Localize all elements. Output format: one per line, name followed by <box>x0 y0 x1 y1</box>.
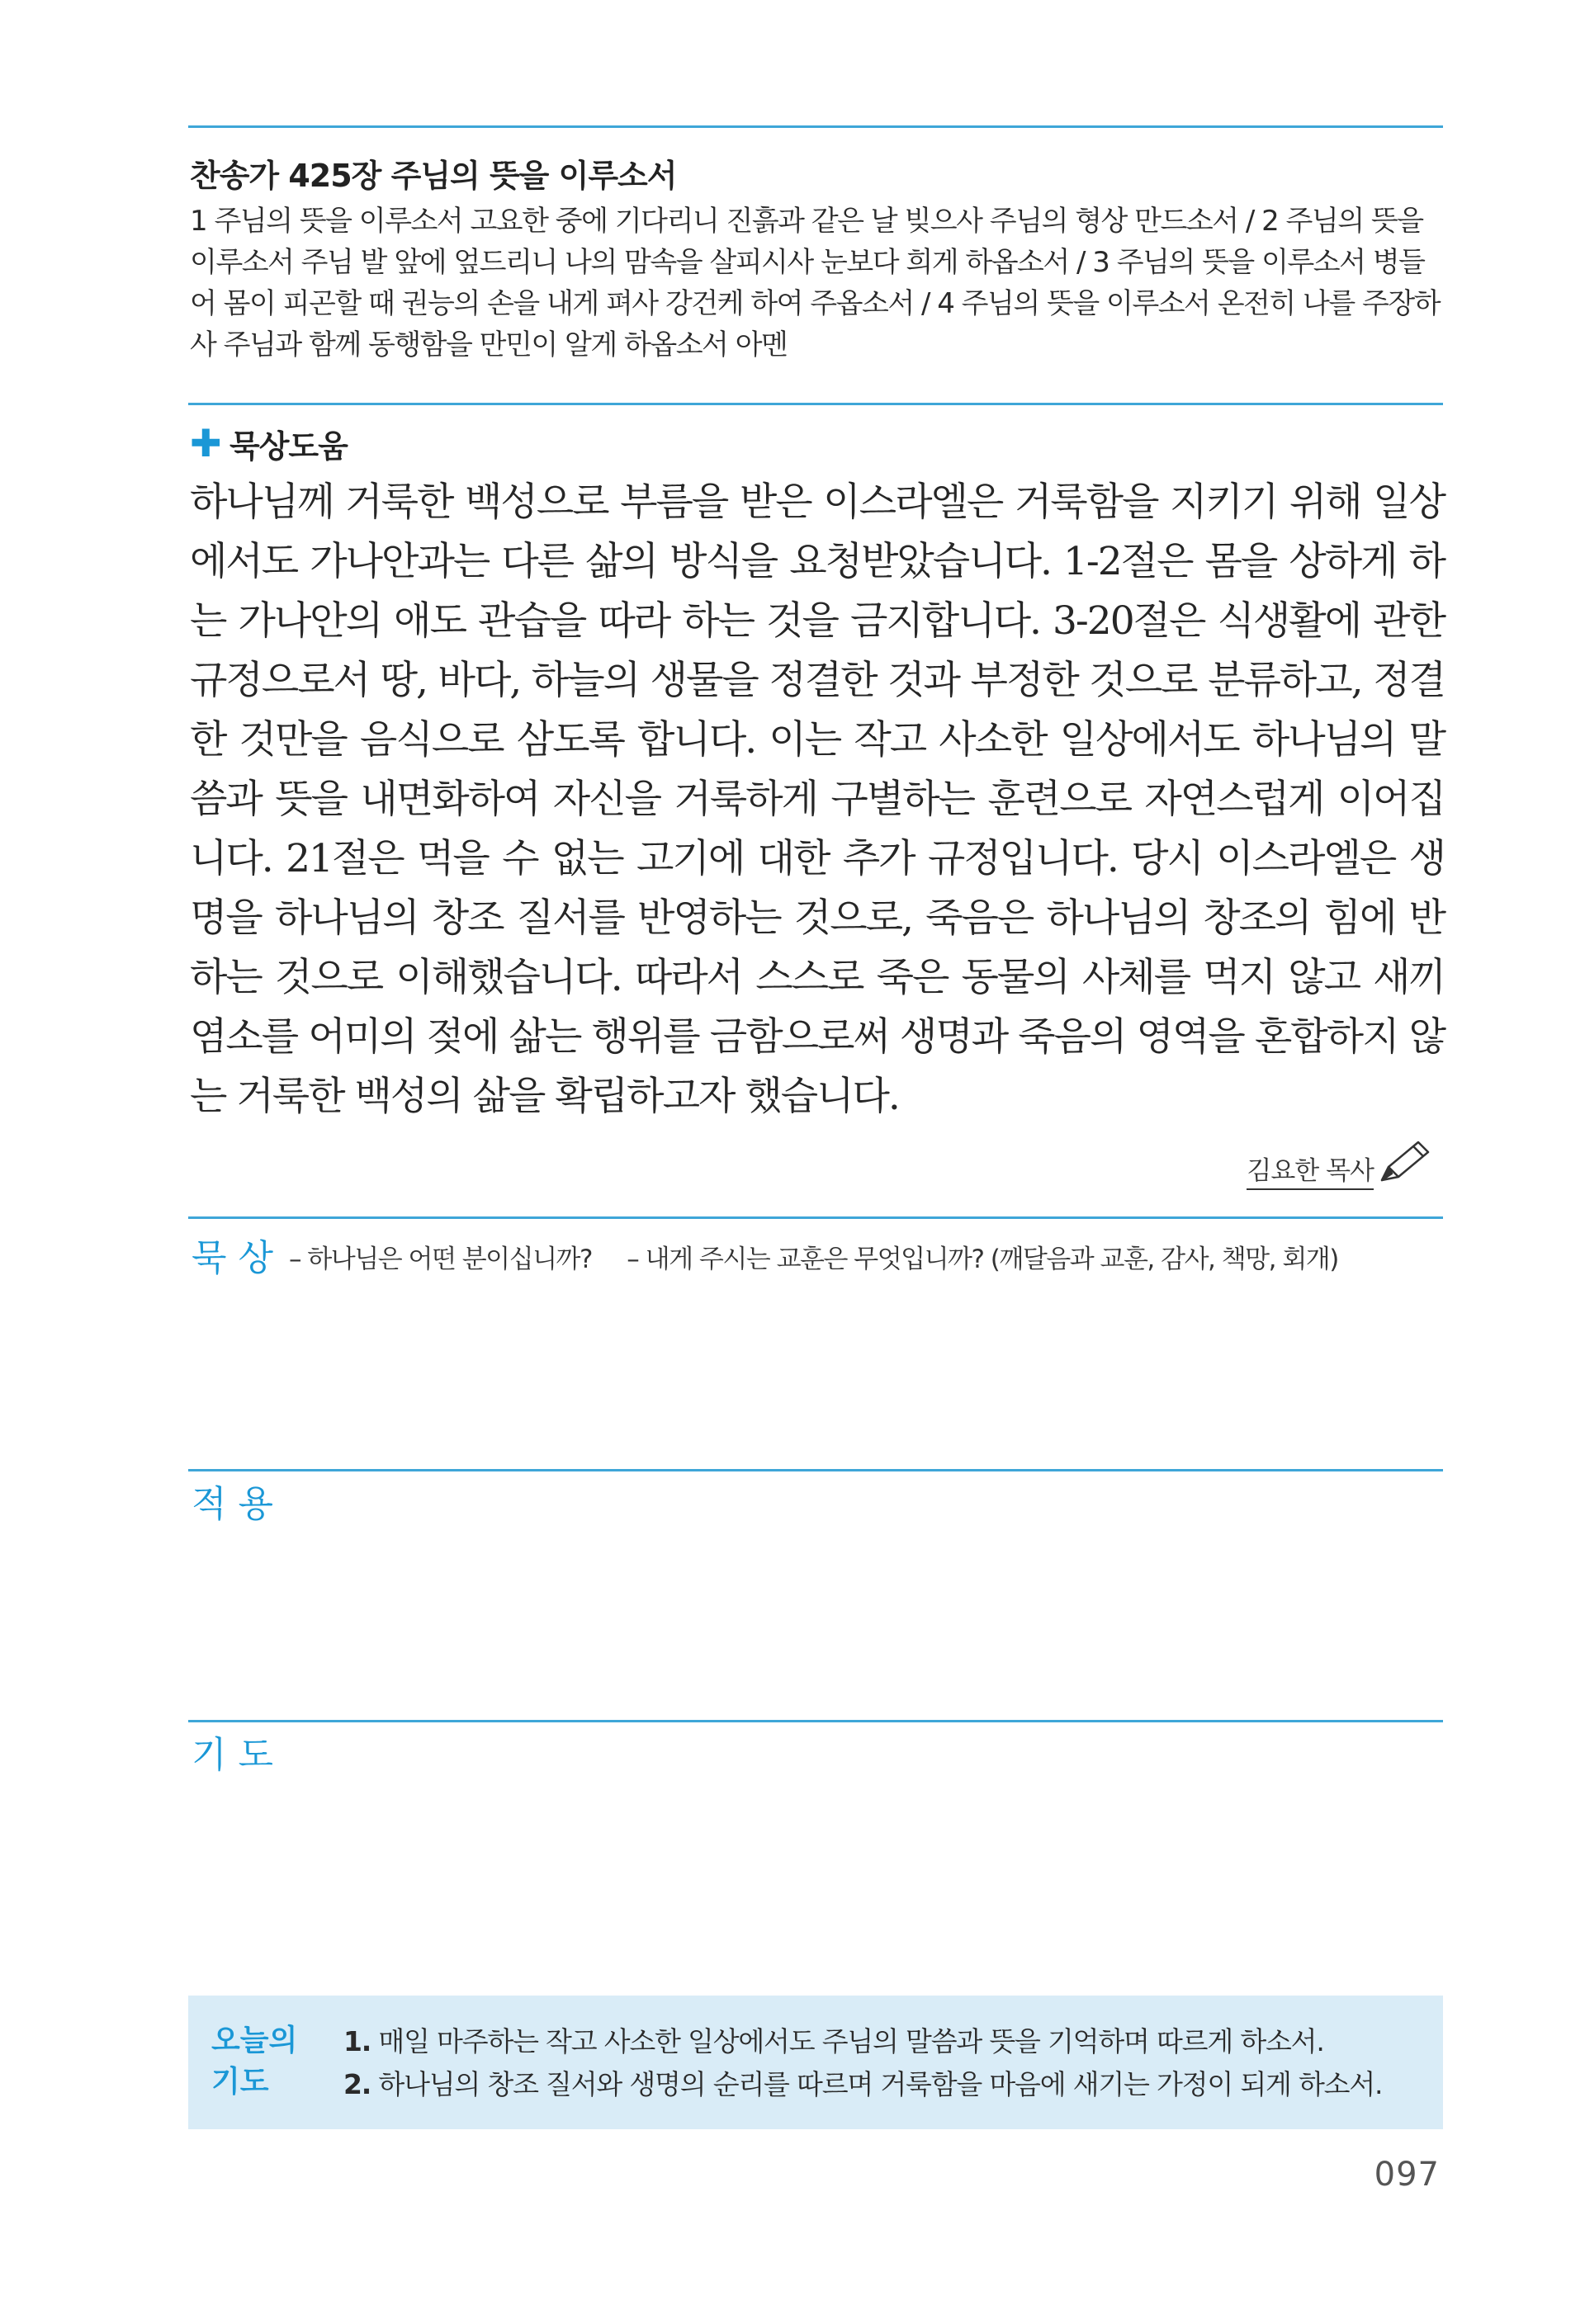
meditation-label: 묵상 <box>192 1237 286 1279</box>
hymn-lyrics: 1 주님의 뜻을 이루소서 고요한 중에 기다리니 진흙과 같은 날 빚으사 주님의 형상 만드소서 / 2 주님의 뜻을 이루소서 주님 발 앞에 엎드리니 나의 맘속을 살피시사 눈보다 희게 하옵소서 / 3 주님의 뜻을 이루소서 병들어 몸이 피곤할 때 권능의 손을 내게 펴사 강건케 하여 주옵소서 / 4 주님의 뜻을 이루소서 온전히 나를 주장하사 주님과 함께 동행함을 만민이 알게 하옵소서 아멘 <box>190 205 1441 361</box>
today-prayer-item-text: 하나님의 창조 질서와 생명의 순리를 따르며 거룩함을 마음에 새기는 가정이 되게 하소서. <box>371 2068 1383 2100</box>
pencil-icon <box>1370 1137 1436 1190</box>
meditation-help-title: 묵상도움 <box>229 427 348 465</box>
today-prayer-item-number: 1. <box>343 2025 371 2057</box>
meditation-prompt-2: – 내게 주시는 교훈은 무엇입니까? (깨달음과 교훈, 감사, 책망, 회개) <box>627 1245 1338 1274</box>
meditation-prompt-1: – 하나님은 어떤 분이십니까? <box>289 1245 592 1274</box>
today-prayer-item <box>343 2063 1382 2106</box>
author-name: 김요한 목사 <box>1247 1150 1374 1190</box>
today-prayer-item-number: 2. <box>343 2068 371 2100</box>
application-divider <box>188 1469 1443 1471</box>
plus-icon: ✚ <box>190 421 222 465</box>
meditation-divider <box>188 1216 1443 1219</box>
prayer-label: 기도 <box>192 1734 286 1776</box>
application-label: 적용 <box>192 1483 286 1525</box>
meditation-help-heading <box>190 423 348 464</box>
top-divider <box>188 125 1443 128</box>
today-prayer-list <box>343 2020 1382 2106</box>
author-signature <box>1247 1137 1436 1190</box>
hymn-title: 찬송가 425장 주님의 뜻을 이루소서 <box>190 158 677 194</box>
hymn-divider <box>188 403 1443 405</box>
meditation-help-text: 하나님께 거룩한 백성으로 부름을 받은 이스라엘은 거룩함을 지키기 위해 일상에서도 가나안과는 다른 삶의 방식을 요청받았습니다. 1-2절은 몸을 상하게 하는 가나안의 애도 관습을 따라 하는 것을 금지합니다. 3-20절은 식생활에 관한 규정으로서 땅, 바다, 하늘의 생물을 정결한 것과 부정한 것으로 분류하고, 정결한 것만을 음식으로 삼도록 합니다. 이는 작고 사소한 일상에서도 하나님의 말씀과 뜻을 내면화하여 자신을 거룩하게 구별하는 훈련으로 자연스럽게 이어집니다. 21절은 먹을 수 없는 고기에 대한 추가 규정입니다. 당시 이스라엘은 생명을 하나님의 창조 질서를 반영하는 것으로, 죽음은 하나님의 창조의 힘에 반하는 것으로 이해했습니다. 따라서 스스로 죽은 동물의 사체를 먹지 않고 새끼 염소를 어미의 젖에 삶는 행위를 금함으로써 생명과 죽음의 영역을 혼합하지 않는 거룩한 백성의 삶을 확립하고자 했습니다. <box>190 479 1445 1119</box>
prayer-divider <box>188 1720 1443 1722</box>
today-prayer-label <box>211 2020 297 2103</box>
today-prayer-item-text: 매일 마주하는 작고 사소한 일상에서도 주님의 말씀과 뜻을 기억하며 따르게 하소서. <box>371 2025 1324 2057</box>
today-prayer-label-line1: 오늘의 <box>211 2024 298 2057</box>
meditation-prompts <box>289 1238 1366 1275</box>
page-number: 097 <box>1374 2156 1440 2194</box>
today-prayer-item <box>343 2020 1382 2063</box>
today-prayer-label-line2: 기도 <box>211 2065 269 2099</box>
